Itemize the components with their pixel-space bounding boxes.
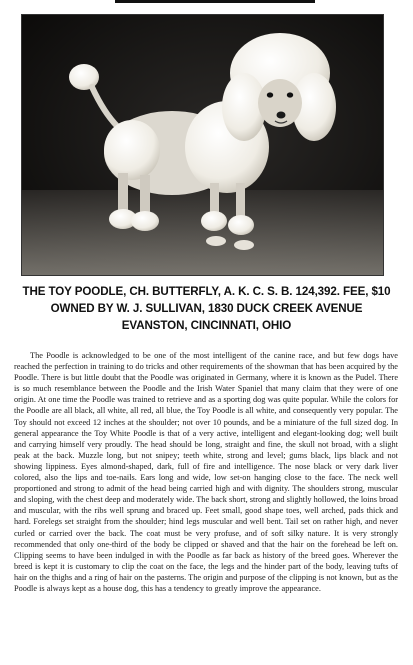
poodle-illustration: [22, 15, 383, 275]
poodle-photograph: [21, 14, 384, 276]
photo-caption: [10, 283, 403, 334]
caption-line-1: THE TOY POODLE, CH. BUTTERFLY, A. K. C. S. B. 124,392. FEE, $10: [22, 285, 391, 298]
photo-floor: [22, 190, 383, 275]
caption-line-2: OWNED BY W. J. SULLIVAN, 1830 DUCK CREEK AVENUE: [50, 302, 363, 315]
caption-line-3: EVANSTON, CINCINNATI, OHIO: [121, 319, 292, 332]
top-rule: [115, 0, 315, 3]
article-body: [14, 350, 398, 594]
article-paragraph: The Poodle is acknowledged to be one of the most intelligent of the canine race, and but few dogs have reached the perfection in training to do tricks and other requirements of the showman that has been acquired by the Poodle. There is but little doubt that the Poodle was originated in Germany, where it is known as the Pudel. There is so much resemblance between the Poodle and the Irish Water Spaniel that many claim that they were of one origin. At one time the Poodle was trained to retrieve and as a sporting dog was quite popular. While the colors for the Poodle are all black, all white, all red, all blue, the Toy Poodle is all white, and consequently very popular. The Toy should not exceed 12 inches at the shoulder; not over 10 pounds, and be a miniature of the full sized dog. In general appearance the Toy White Poodle is that of a very active, intelligent and elegant-looking dog; well built and carrying himself very proudly. The head should be long, straight and fine, the skull not broad, with a slight peak at the back. Muzzle long, but not snipey; teeth white, strong and level; gums black, lips black and not showing lippiness. Eyes almond-shaped, dark, full of fire and intelligence. The nose black or very dark liver colored, also the lips and toe-nails. Ears long and wide, low set-on hanging close to the face. The neck well proportioned and strong to admit of the head being carried high and with dignity. The shoulders strong, muscular and sloping, with the chest deep and moderately wide. The back short, strong and slightly hollowed, the loins broad and muscular, with the ribs well sprung and braced up. Feet small, good shape toes, well arched, pads thick and hard. Forelegs set straight from the shoulder; hind legs muscular and well bent. Tail set on rather high, and never curled or carried over the back. The coat must be very profuse, and of soft silky nature. It is very strongly recommended that only one-third of the body be clipped or shaved and that the hair on the forehead be left on. Clipping seems to have been indulged in with the Poodle as far back as history of the breed goes. Wherever the breed is kept it is customary to clip the coat on the face, the legs and the hinder part of the body, leaving tufts of hair on the thighs and a ring of hair on the pasterns. The origin and purpose of the clipping is not known, but as the Poodle is always kept as a house dog, this has a tendency to greatly improve the appearance.: [14, 351, 398, 593]
